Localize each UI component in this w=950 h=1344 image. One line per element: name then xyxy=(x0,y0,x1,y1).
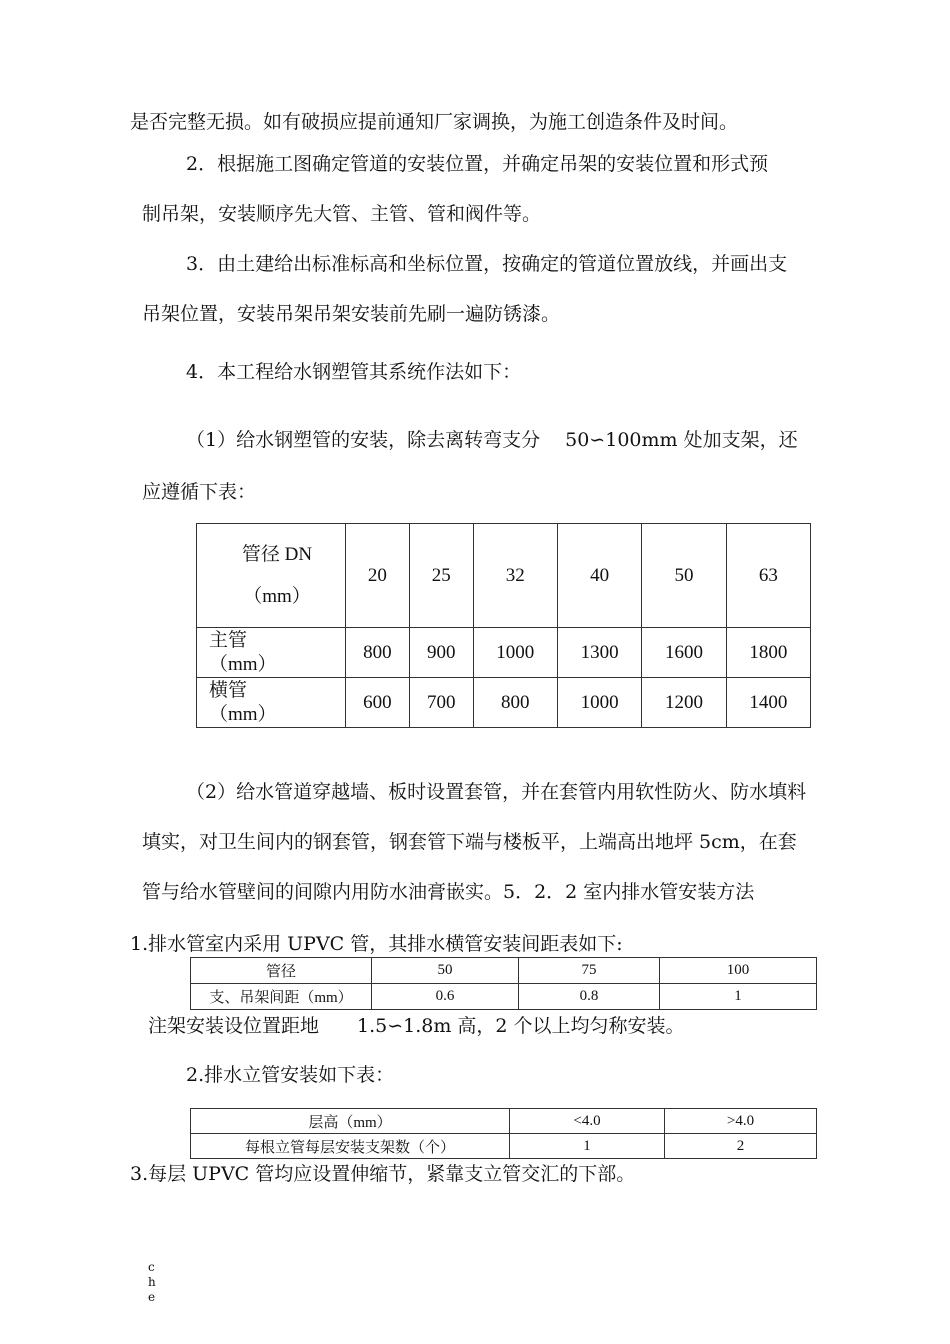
row-label xyxy=(197,628,346,678)
footer-char: h xyxy=(148,1275,156,1289)
table-cell: <4.0 xyxy=(510,1109,665,1134)
table-row xyxy=(197,678,811,728)
paragraph-line: 是否完整无损。如有破损应提前通知厂家调换，为施工创造条件及时间。 xyxy=(130,111,739,133)
table-row xyxy=(197,628,811,678)
paragraph-line: 管与给水管壁间的间隙内用防水油膏嵌实。5．2．2 室内排水管安装方法 xyxy=(142,881,755,903)
riser-support-table xyxy=(190,1108,817,1159)
row-label-text: 横管 xyxy=(209,679,248,701)
table-cell: 0.8 xyxy=(519,984,660,1010)
table-row xyxy=(191,958,817,984)
table-row xyxy=(191,1109,817,1134)
footer-text xyxy=(148,1260,156,1305)
table-cell: 1300 xyxy=(557,628,641,678)
table-cell: 2 xyxy=(665,1134,817,1159)
table-cell: 100 xyxy=(660,958,817,984)
header-unit: （mm） xyxy=(243,585,311,607)
table-cell: 32 xyxy=(473,524,557,628)
table-cell: 900 xyxy=(409,628,473,678)
footer-char: c xyxy=(148,1260,155,1274)
paragraph-line: 注架安装设位置距地 1.5∽1.8m 高，2 个以上均匀称安装。 xyxy=(148,1015,685,1037)
header-label: 管径 DN xyxy=(241,543,313,565)
paragraph-line: 2.排水立管安装如下表： xyxy=(186,1064,395,1086)
table-cell: 1 xyxy=(510,1134,665,1159)
table-header-cell xyxy=(197,524,346,628)
table-cell: 40 xyxy=(557,524,641,628)
table-cell: 管径 xyxy=(191,958,372,984)
table-cell: 75 xyxy=(519,958,660,984)
table-row xyxy=(191,1134,817,1159)
table-cell: 50 xyxy=(372,958,519,984)
table-cell: 1 xyxy=(660,984,817,1010)
table-cell: 700 xyxy=(409,678,473,728)
paragraph-line: 3．由土建给出标准标高和坐标位置，按确定的管道位置放线，并画出支 xyxy=(186,253,788,275)
drain-spacing-table xyxy=(190,957,817,1010)
paragraph-line: 4．本工程给水钢塑管其系统作法如下： xyxy=(186,361,522,383)
row-label-unit: （mm） xyxy=(209,653,277,675)
table-cell: 1200 xyxy=(642,678,726,728)
paragraph-line: 3.每层 UPVC 管均应设置伸缩节，紧靠支立管交汇的下部。 xyxy=(130,1163,636,1185)
table-cell: 层高（mm） xyxy=(191,1109,510,1134)
table-cell: 800 xyxy=(473,678,557,728)
table-cell: 600 xyxy=(346,678,410,728)
row-label-unit: （mm） xyxy=(209,703,277,725)
paragraph-line: 1.排水管室内采用 UPVC 管，其排水横管安装间距表如下: xyxy=(130,933,623,955)
paragraph-line: 制吊架，安装顺序先大管、主管、管和阀件等。 xyxy=(142,203,542,225)
table-cell: 1800 xyxy=(726,628,810,678)
table-cell: 20 xyxy=(346,524,410,628)
table-row xyxy=(191,984,817,1010)
row-label xyxy=(197,678,346,728)
paragraph-line: （1）给水钢塑管的安装，除去离转弯支分 50∽100mm 处加支架，还 xyxy=(186,429,798,451)
table-cell: 63 xyxy=(726,524,810,628)
table-cell: 50 xyxy=(642,524,726,628)
table-cell: 支、吊架间距（mm） xyxy=(191,984,372,1010)
table-cell: 1400 xyxy=(726,678,810,728)
table-cell: 0.6 xyxy=(372,984,519,1010)
table-cell: 800 xyxy=(346,628,410,678)
paragraph-line: 2．根据施工图确定管道的安装位置，并确定吊架的安装位置和形式预 xyxy=(186,153,769,175)
table-cell: 1600 xyxy=(642,628,726,678)
table-cell: 每根立管每层安装支架数（个） xyxy=(191,1134,510,1159)
paragraph-line: 吊架位置，安装吊架吊架安装前先刷一遍防锈漆。 xyxy=(142,303,561,325)
table-cell: >4.0 xyxy=(665,1109,817,1134)
table-cell: 1000 xyxy=(473,628,557,678)
paragraph-line: 应遵循下表： xyxy=(142,481,257,503)
table-cell: 25 xyxy=(409,524,473,628)
paragraph-line: （2）给水管道穿越墙、板时设置套管，并在套管内用软性防火、防水填料 xyxy=(186,781,807,803)
paragraph-line: 填实，对卫生间内的钢套管，钢套管下端与楼板平，上端高出地坪 5cm，在套 xyxy=(142,831,797,853)
row-label-text: 主管 xyxy=(209,629,248,651)
table-cell: 1000 xyxy=(557,678,641,728)
footer-char: e xyxy=(148,1290,156,1304)
pipe-spacing-table xyxy=(196,523,811,728)
